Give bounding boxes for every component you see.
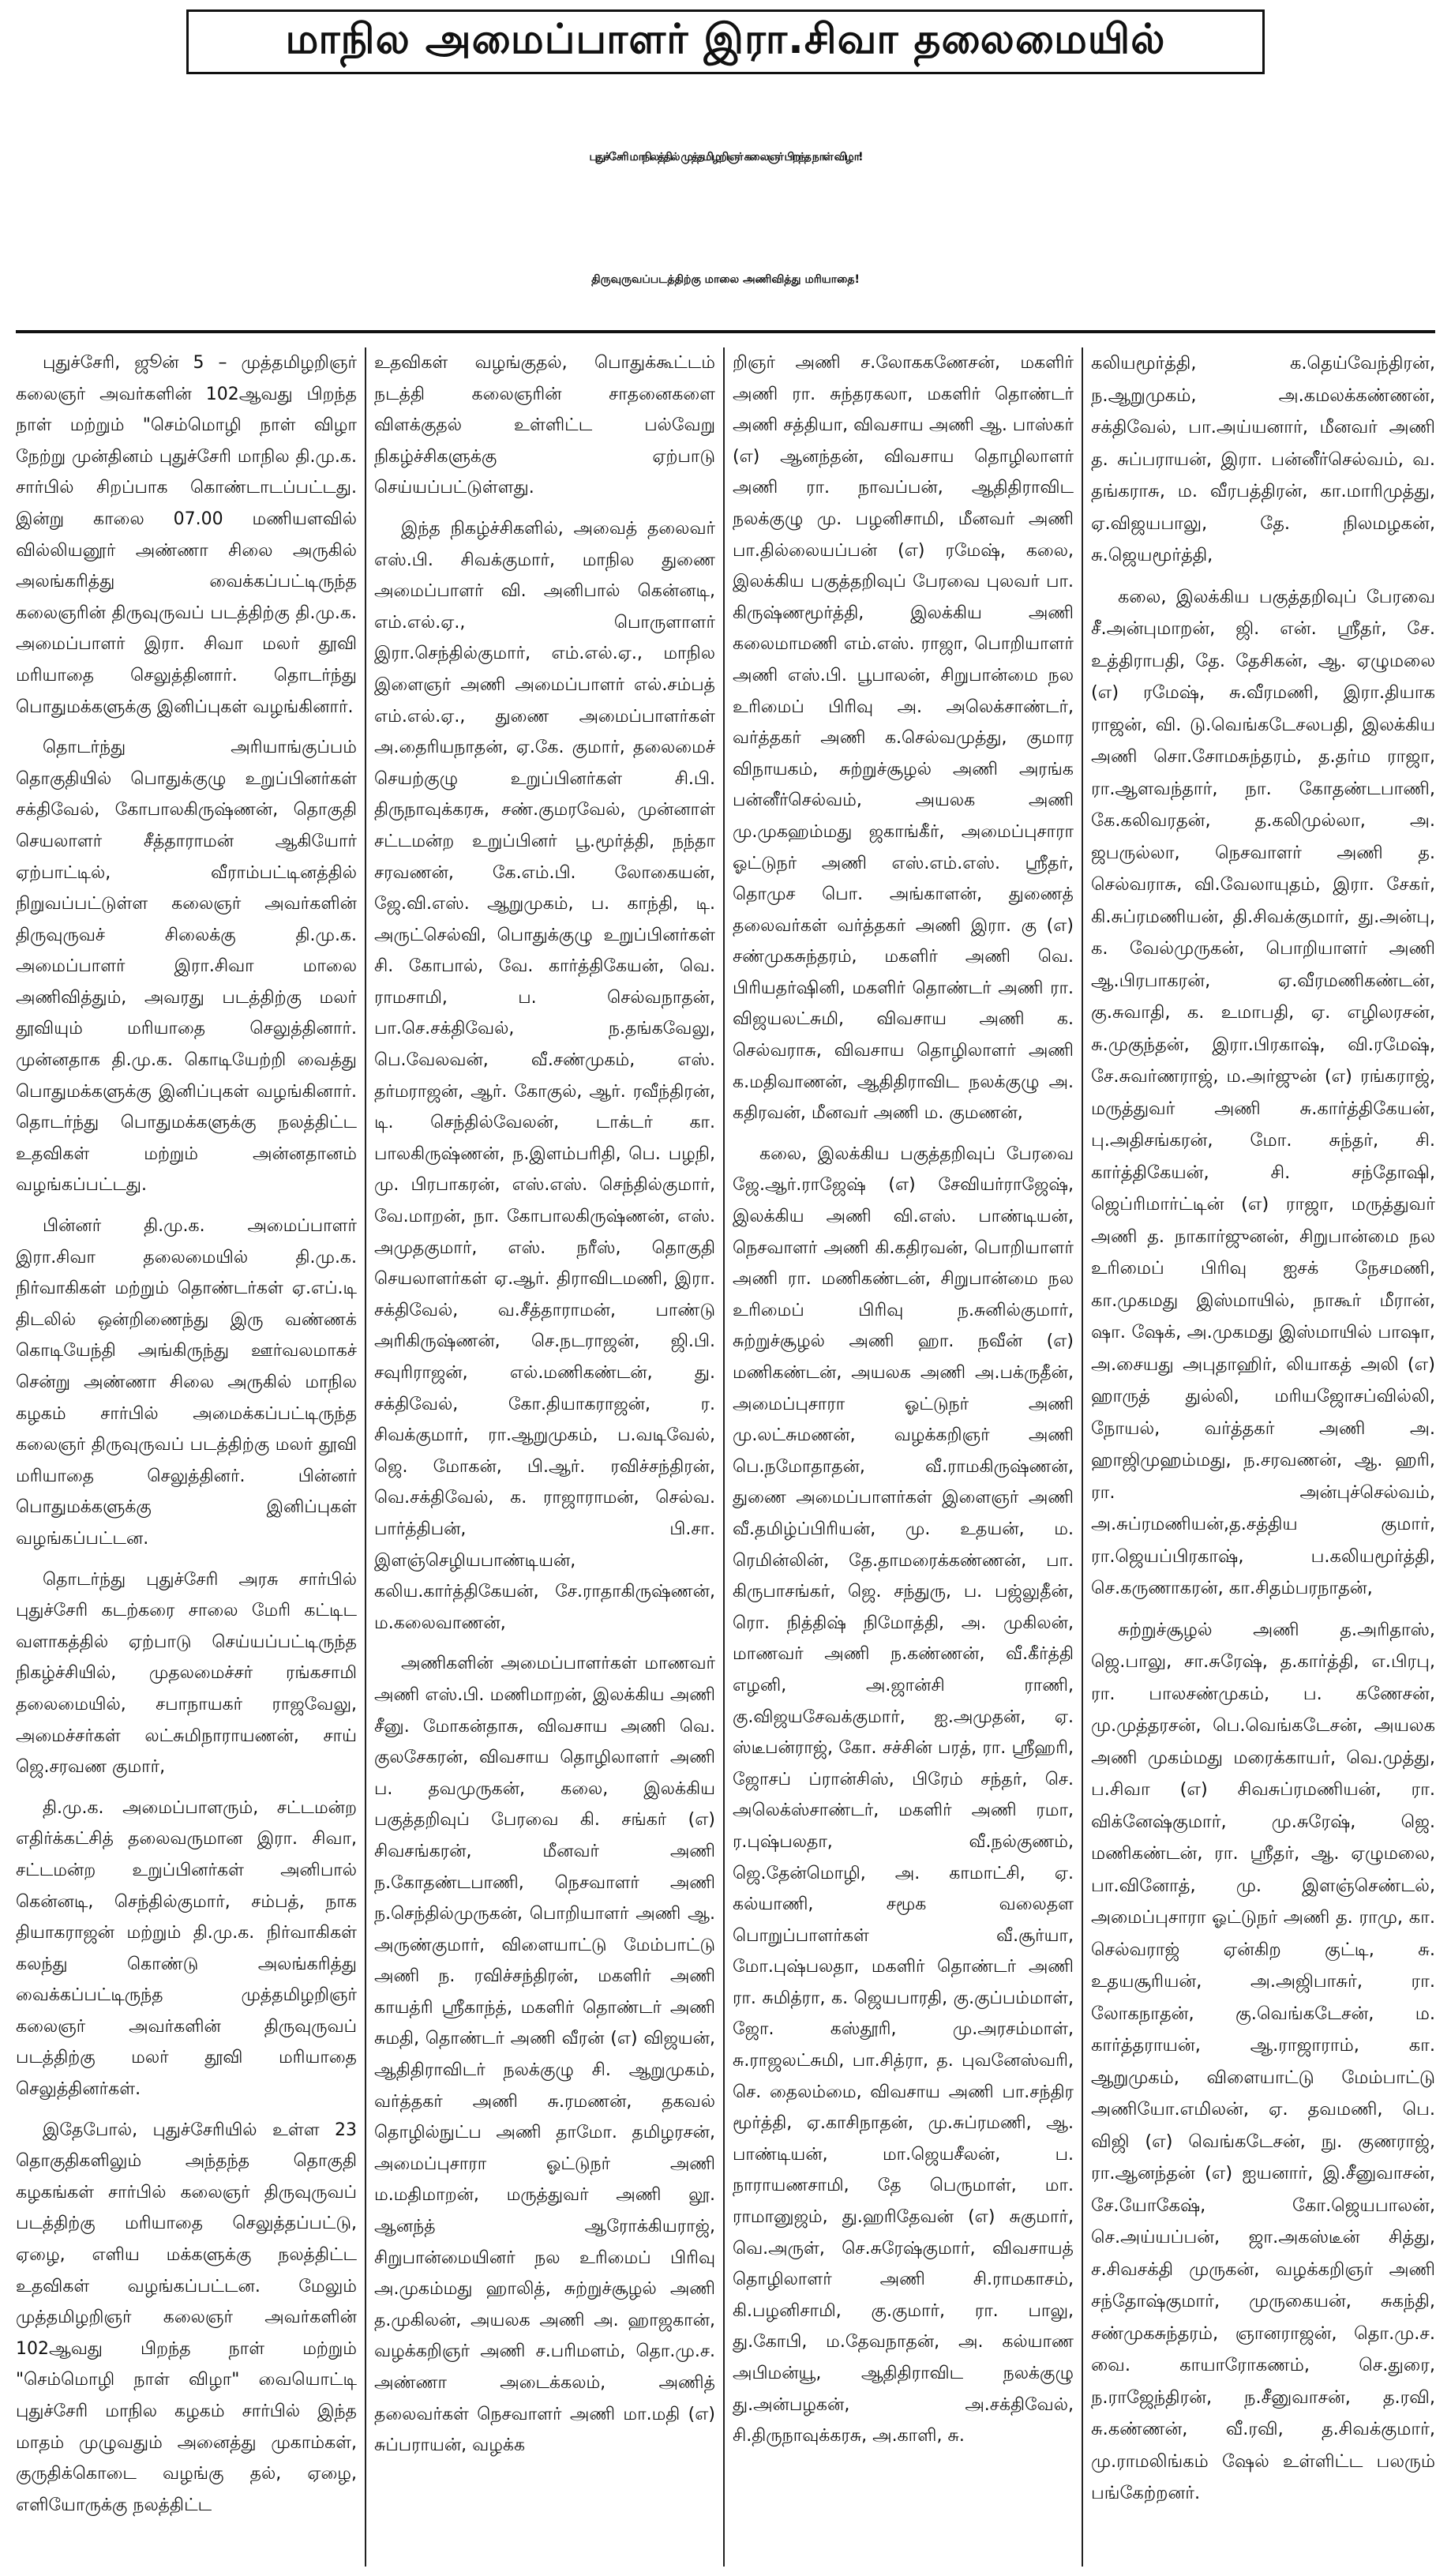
column-divider — [1082, 347, 1083, 2567]
paragraph: இந்த நிகழ்ச்சிகளில், அவைத் தலைவர் எஸ்.பி. சிவக்குமார், மாநில துணை அமைப்பாளர் வி. அனிபால் கென்னடி, எம்.எல்.ஏ., பொருளாளர் இரா.செந்தில்குமார், எம்.எல்.ஏ., மாநில இளைஞர் அணி அமைப்பாளர் எல்.சம்பத் எம்.எல்.ஏ., துணை அமைப்பாளர்கள் அ.தைரியநாதன், ஏ.கே. குமார், தலைமைச் செயற்குழு உறுப்பினர்கள் சி.பி. திருநாவுக்கரசு, சண்.குமரவேல், முன்னாள் சட்டமன்ற உறுப்பினர் பூ.மூர்த்தி, நந்தா சரவணன், கே.எம்.பி. லோகையன், ஜே.வி.எஸ். ஆறுமுகம், ப. காந்தி, டி. அருட்செல்வி, பொதுக்குழு உறுப்பினர்கள் சி. கோபால், வே. கார்த்திகேயன், வெ. ராமசாமி, ப. செல்வநாதன், பா.செ.சக்திவேல், ந.தங்கவேலு, பெ.வேலவன், வீ.சண்முகம், எஸ். தர்மராஜன், ஆர். கோகுல், ஆர். ரவீந்திரன், டி. செந்தில்வேலன், டாக்டர் கா. பாலகிருஷ்ணன், ந.இளம்பரிதி, பெ. பழநி, மு. பிரபாகரன், எஸ்.எஸ். செந்தில்குமார், வே.மாறன், நா. கோபாலகிருஷ்ணன், எஸ். அமுதகுமார், எஸ். நரீஸ், தொகுதி செயலாளர்கள் ஏ.ஆர். திராவிடமணி, இரா. சக்திவேல், வ.சீத்தாராமன், பாண்டு அரிகிருஷ்ணன், செ.நடராஜன், ஜி.பி. சவுரிராஜன், எல்.மணிகண்டன், து. சக்திவேல், கோ.தியாகராஜன், ர. சிவக்குமார், ரா.ஆறுமுகம், ப.வடிவேல், ஜெ. மோகன், பி.ஆர். ரவிச்சந்திரன், வெ.சக்திவேல், க. ராஜாராமன், செல்வ. பார்த்திபன், பி.சா. இளஞ்செழியபாண்டியன், கலிய.கார்த்திகேயன், சே.ராதாகிருஷ்ணன், ம.கலைவாணன், — [374, 518, 715, 1633]
paragraph: இதேபோல், புதுச்சேரியில் உள்ள 23 தொகுதிகளிலும் அந்தந்த தொகுதி கழகங்கள் சார்பில் கலைஞர் திருவுருவப் படத்திற்கு மரியாதை செலுத்தப்பட்டு, ஏழை, எளிய மக்களுக்கு நலத்திட்ட உதவிகள் வழங்கப்பட்டன. மேலும் முத்தமிழறிஞர் கலைஞர் அவர்களின் 102ஆவது பிறந்த நாள் மற்றும் "செம்மொழி நாள் விழா" வையொட்டி புதுச்சேரி மாநில கழகம் சார்பில் இந்த மாதம் முழுவதும் அனைத்து முகாம்கள், குருதிக்கொடை வழங்கு தல், ஏழை, எளியோருக்கு நலத்திட்ட — [16, 2120, 357, 2515]
paragraph: தொடர்ந்து புதுச்சேரி அரசு சார்பில் புதுச்சேரி கடற்கரை சாலை மேரி கட்டிட வளாகத்தில் ஏற்பாடு செய்யப்பட்டிருந்த நிகழ்ச்சியில், முதலமைச்சர் ரங்கசாமி தலைமையில், சபாநாயகர் ராஜவேலு, அமைச்சர்கள் லட்சுமிநாராயணன், சாய் ஜெ.சரவண குமார், — [16, 1569, 357, 1778]
paragraph: கலியமூர்த்தி, க.தெய்வேந்திரன், ந.ஆறுமுகம், அ.கமலக்கண்ணன், சக்திவேல், பா.அய்யனார், மீனவர் அணி த. சுப்பராயன், இரா. பன்னீர்செல்வம், வ. தங்கராசு, ம. வீரபத்திரன், கா.மாரிமுத்து, ஏ.விஜயபாலு, தே. நிலமழகன், சு.ஜெயமூர்த்தி, — [1091, 353, 1435, 565]
paragraph: தி.மு.க. அமைப்பாளரும், சட்டமன்ற எதிர்க்கட்சித் தலைவருமான இரா. சிவா, சட்டமன்ற உறுப்பினர்கள் அனிபால் கென்னடி, செந்தில்குமார், சம்பத், நாக தியாகராஜன் மற்றும் தி.மு.க. நிர்வாகிகள் கலந்து கொண்டு அலங்கரித்து வைக்கப்பட்டிருந்த முத்தமிழறிஞர் கலைஞர் அவர்களின் திருவுருவப் படத்திற்கு மலர் தூவி மரியாதை செலுத்தினர்கள். — [16, 1797, 357, 2100]
kicker-text: மாநில அமைப்பாளர் இரா.சிவா தலைமையில் — [285, 15, 1166, 63]
paragraph: றிஞர் அணி ச.லோககணேசன், மகளிர் அணி ரா. சுந்தரகலா, மகளிர் தொண்டர் அணி சத்தியா, விவசாய அணி ஆ. பாஸ்கர் (எ) ஆனந்தன், விவசாய தொழிலாளர் அணி ரா. நாவப்பன், ஆதிதிராவிட நலக்குழு மு. பழனிசாமி, மீனவர் அணி பா.தில்லையப்பன் (எ) ரமேஷ், கலை, இலக்கிய பகுத்தறிவுப் பேரவை புலவர் பா. கிருஷ்ணமூர்த்தி, இலக்கிய அணி கலைமாமணி எம்.எஸ். ராஜா, பொறியாளர் அணி எஸ்.பி. பூபாலன், சிறுபான்மை நல உரிமைப் பிரிவு அ. அலெக்சாண்டர், வர்த்தகர் அணி க.செல்வமுத்து, குமார விநாயகம், சுற்றுச்சூழல் அணி அரங்க பன்னீர்செல்வம், அயலக அணி மு.முகஹம்மது ஜகாங்கீர், அமைப்புசாரா ஓட்டுநர் அணி எஸ்.எம்.எஸ். ஸ்ரீதர், தொமுச பொ. அங்காளன், துணைத் தலைவர்கள் வர்த்தகர் அணி இரா. கு (எ) சண்முகசுந்தரம், மகளிர் அணி வெ. பிரியதர்ஷினி, மகளிர் தொண்டர் அணி ரா. விஜயலட்சுமி, விவசாய அணி க. செல்வராசு, விவசாய தொழிலாளர் அணி க.மதிவாணன், ஆதிதிராவிட நலக்குழு அ. கதிரவன், மீனவர் அணி ம. குமணன், — [733, 353, 1074, 1124]
paragraph: சுற்றுச்சூழல் அணி த.அரிதாஸ், ஜெ.பாலு, சா.சுரேஷ், த.கார்த்தி, எ.பிரபு, ரா. பாலசண்முகம், ப. கணேசன், மு.முத்தரசன், பெ.வெங்கடேசன், அயலக அணி முகம்மது மரைக்காயர், வெ.முத்து, ப.சிவா (எ) சிவசுப்ரமணியன், ரா. விக்னேஷ்குமார், மு.சுரேஷ், ஜெ. மணிகண்டன், ரா. ஸ்ரீதர், ஆ. ஏழுமலை, பா.வினோத், மு. இளஞ்செண்டல், அமைப்புசாரா ஓட்டுநர் அணி த. ராமு, கா. செல்வராஜ் ஏன்கிற குட்டி, சு. உதயசூரியன், அ.அஜிபாசுர், ரா. லோகநாதன், கு.வெங்கடேசன், ம. கார்த்தராயன், ஆ.ராஜாராம், கா. ஆறுமுகம், விளையாட்டு மேம்பாட்டு அணியோ.எமிலன், ஏ. தவமணி, பெ. விஜி (எ) வெங்கடேசன், நு. குணராஜ், ரா.ஆனந்தன் (எ) ஐயனார், இ.சீனுவாசன், சே.யோகேஷ், கோ.ஜெயபாலன், செ.அய்யப்பன், ஜா.அகஸ்டீன் சித்து, ச.சிவசக்தி முருகன், வழக்கறிஞர் அணி சந்தோஷ்குமார், முருகையன், சுகந்தி, சண்முகசுந்தரம், ஞானராஜன், தொ.மு.ச. வை. காயாரோகணம், செ.துரை, ந.ராஜேந்திரன், ந.சீனுவாசன், த.ரவி, சு.கண்ணன், வீ.ரவி, த.சிவக்குமார், மு.ராமலிங்கம் ஷேல் உள்ளிட்ட பலரும் பங்கேற்றனர். — [1091, 1619, 1435, 2503]
paragraph: உதவிகள் வழங்குதல், பொதுக்கூட்டம் நடத்தி கலைஞரின் சாதனைகளை விளக்குதல் உள்ளிட்ட பல்வேறு நிகழ்ச்சிகளுக்கு ஏற்பாடு செய்யப்பட்டுள்ளது. — [374, 353, 715, 498]
paragraph: கலை, இலக்கிய பகுத்தறிவுப் பேரவை சீ.அன்புமாறன், ஜி. என். ஸ்ரீதர், சே. உத்திராபதி, தே. தேசிகன், ஆ. ஏழுமலை (எ) ரமேஷ், சு.வீரமணி, இரா.தியாக ராஜன், வி. டு.வெங்கடேசலபதி, இலக்கிய அணி சொ.சோமசுந்தரம், த.தர்ம ராஜா, ரா.ஆளவந்தார், நா. கோதண்டபாணி, கே.கலிவரதன், த.கலிமுல்லா, அ. ஜபருல்லா, நெசவாளர் அணி த. செல்வராசு, வி.வேலாயுதம், இரா. சேகர், கி.சுப்ரமணியன், தி.சிவக்குமார், து.அன்பு, க. வேல்முருகன், பொறியாளர் அணி ஆ.பிரபாகரன், ஏ.வீரமணிகண்டன், கு.சுவாதி, க. உமாபதி, ஏ. எழிலரசன், சு.முகுந்தன், இரா.பிரகாஷ், வி.ரமேஷ், சே.சுவர்ணராஜ், ம.அர்ஜுன் (எ) ரங்கராஜ், மருத்துவர் அணி சு.கார்த்திகேயன், பு.அதிசங்கரன், மோ. சுந்தர், சி. கார்த்திகேயன், சி. சந்தோஷி, ஜெப்ரிமார்ட்டின் (எ) ராஜா, மருத்துவர் அணி த. நாகார்ஜுனன், சிறுபான்மை நல உரிமைப் பிரிவு ஐசக் நேசமணி, கா.முகமது இஸ்மாயில், நாகூர் மீரான், ஷா. ஷேக், அ.முகமது இஸ்மாயில் பாஷா, அ.சையது அபுதாஹிர், லியாகத் அலி (எ) ஹாருத் துல்லி, மரியஜோசப்வில்லி, நோயல், வர்த்தகர் அணி அ. ஹாஜிமுஹம்மது, ந.சரவணன், ஆ. ஹரி, ரா. அன்புச்செல்வம், அ.சுப்ரமணியன்,த.சத்திய குமார், ரா.ஜெயப்பிரகாஷ், ப.கலியமூர்த்தி, செ.கருணாகரன், கா.சிதம்பரநாதன், — [1091, 586, 1435, 1598]
paragraph: தொடர்ந்து அரியாங்குப்பம் தொகுதியில் பொதுக்குழு உறுப்பினர்கள் சக்திவேல், கோபாலகிருஷ்ணன், தொகுதி செயலாளர் சீத்தாராமன் ஆகியோர் ஏற்பாட்டில், வீராம்பட்டினத்தில் நிறுவப்பட்டுள்ள கலைஞர் அவர்களின் திருவுருவச் சிலைக்கு தி.மு.க. அமைப்பாளர் இரா.சிவா மாலை அணிவித்தும், அவரது படத்திற்கு மலர் தூவியும் மரியாதை செலுத்தினார். முன்னதாக தி.மு.க. கொடியேற்றி வைத்து பொதுமக்களுக்கு இனிப்புகள் வழங்கினார். தொடர்ந்து பொதுமக்களுக்கு நலத்திட்ட உதவிகள் மற்றும் அன்னதானம் வழங்கப்பட்டது. — [16, 738, 357, 1196]
paragraph: பின்னர் தி.மு.க. அமைப்பாளர் இரா.சிவா தலைமையில் தி.மு.க. நிர்வாகிகள் மற்றும் தொண்டர்கள் ஏ.எப்.டி திடலில் ஒன்றிணைந்து இரு வண்ணக் கொடியேந்தி அங்கிருந்து ஊர்வலமாகச் சென்று அண்ணா சிலை அருகில் மாநில கழகம் சார்பில் அமைக்கப்பட்டிருந்த கலைஞர் திருவுருவப் படத்திற்கு மலர் தூவி மரியாதை செலுத்தினர். பின்னர் பொதுமக்களுக்கு இனிப்புகள் வழங்கப்பட்டன. — [16, 1216, 357, 1549]
header-rule — [16, 330, 1435, 333]
headline: புதுச்சேரி மாநிலத்தில் முத்தமிழறிஞர் கலைஞர் பிறந்த நாள் விழா! — [589, 151, 862, 163]
paragraph: கலை, இலக்கிய பகுத்தறிவுப் பேரவை ஜே.ஆர்.ராஜேஷ் (எ) சேவியர்ராஜேஷ், இலக்கிய அணி வி.எஸ். பாண்டியன், நெசவாளர் அணி கி.கதிரவன், பொறியாளர் அணி ரா. மணிகண்டன், சிறுபான்மை நல உரிமைப் பிரிவு ந.சுனில்குமார், சுற்றுச்சூழல் அணி ஹா. நவீன் (எ) மணிகண்டன், அயலக அணி அ.பக்ருதீன், அமைப்புசாரா ஓட்டுநர் அணி மு.லட்சுமணன், வழக்கறிஞர் அணி பெ.நமோதாதன், வீ.ராமகிருஷ்ணன், துணை அமைப்பாளர்கள் இளைஞர் அணி வீ.தமிழ்ப்பிரியன், மு. உதயன், ம. ரெமின்லின், தே.தாமரைக்கண்ணன், பா. கிருபாசங்கர், ஜெ. சந்துரு, ப. பஜ்லுதீன், ரொ. நித்திஷ் நிமோத்தி, அ. முகிலன், மாணவர் அணி ந.கண்ணன், வீ.கீர்த்தி எழனி, அ.ஜான்சி ராணி, கு.விஜயசேவக்குமார், ஐ.அமுதன், ஏ. ஸ்டீபன்ராஜ், கோ. சச்சின் பரத், ரா. ஸ்ரீஹரி, ஜோசப் ப்ரான்சிஸ், பிரேம் சந்தர், செ. அலெக்ஸ்சாண்டர், மகளிர் அணி ரமா, ர.புஷ்பலதா, வீ.நல்குணம், ஜெ.தேன்மொழி, அ. காமாட்சி, ஏ. கல்யாணி, சமூக வலைதள பொறுப்பாளர்கள் வீ.சூர்யா, மோ.புஷ்பலதா, மகளிர் தொண்டர் அணி ரா. சுமித்ரா, க. ஜெயபாரதி, கு.குப்பம்மாள், ஜோ. கஸ்தூரி, மு.அரசம்மாள், சு.ராஜலட்சுமி, பா.சித்ரா, த. புவனேஸ்வரி, செ. தைலம்மை, விவசாய அணி பா.சந்திர மூர்த்தி, ஏ.காசிநாதன், மு.சுப்ரமணி, ஆ. பாண்டியன், மா.ஜெயசீலன், ப. நாராயணசாமி, தே பெருமாள், மா. ராமானுஜம், து.ஹரிதேவன் (எ) சுகுமார், வெ.அருள், செ.சுரேஷ்குமார், விவசாயத் தொழிலாளர் அணி சி.ராமகாசம், கி.பழனிசாமி, கு.குமார், ரா. பாலு, து.கோபி, ம.தேவநாதன், அ. கல்யாண அபிமன்யூ, ஆதிதிராவிட நலக்குழு து.அன்பழகன், அ.சக்திவேல், சி.திருநாவுக்கரசு, அ.காளி, சு. — [733, 1143, 1074, 2446]
article-column-3 — [733, 347, 1074, 2567]
kicker-box — [186, 9, 1265, 74]
subheadline: திருவுருவப்படத்திற்கு மாலை அணிவித்து மரியாதை! — [591, 273, 860, 286]
article-column-1 — [16, 347, 357, 2567]
article-column-4 — [1091, 347, 1435, 2567]
paragraph: அணிகளின் அமைப்பாளர்கள் மாணவர் அணி எஸ்.பி. மணிமாறன், இலக்கிய அணி சீனு. மோகன்தாசு, விவசாய அணி வெ. குலசேகரன், விவசாய தொழிலாளர் அணி ப. தவமுருகன், கலை, இலக்கிய பகுத்தறிவுப் பேரவை கி. சங்கர் (எ) சிவசங்கரன், மீனவர் அணி ந.கோதண்டபாணி, நெசவாளர் அணி ந.செந்தில்முருகன், பொறியாளர் அணி ஆ. அருண்குமார், விளையாட்டு மேம்பாட்டு அணி ந. ரவிச்சந்திரன், மகளிர் அணி காயத்ரி ஸ்ரீகாந்த், மகளிர் தொண்டர் அணி சுமதி, தொண்டர் அணி வீரன் (எ) விஜயன், ஆதிதிராவிடர் நலக்குழு சி. ஆறுமுகம், வர்த்தகர் அணி சு.ரமணன், தகவல் தொழில்நுட்ப அணி தாமோ. தமிழரசன், அமைப்புசாரா ஓட்டுநர் அணி ம.மதிமாறன், மருத்துவர் அணி லூ. ஆனந்த் ஆரோக்கியராஜ், சிறுபான்மையினர் நல உரிமைப் பிரிவு அ.முகம்மது ஹாலித், சுற்றுச்சூழல் அணி த.முகிலன், அயலக அணி அ. ஹாஜகான், வழக்கறிஞர் அணி ச.பரிமளம், தொ.மு.ச. அண்ணா அடைக்கலம், அணித் தலைவர்கள் நெசவாளர் அணி மா.மதி (எ) சுப்பராயன், வழக்க — [374, 1654, 715, 2456]
column-divider — [723, 347, 725, 2567]
article-column-2 — [374, 347, 715, 2567]
paragraph: புதுச்சேரி, ஜூன் 5 – முத்தமிழறிஞர் கலைஞர் அவர்களின் 102ஆவது பிறந்த நாள் மற்றும் "செம்மொழி நாள் விழா நேற்று முன்தினம் புதுச்சேரி மாநில தி.மு.க. சார்பில் சிறப்பாக கொண்டாடப்பட்டது. இன்று காலை 07.00 மணியளவில் வில்லியனூர் அண்ணா சிலை அருகில் அலங்கரித்து வைக்கப்பட்டிருந்த கலைஞரின் திருவுருவப் படத்திற்கு தி.மு.க. அமைப்பாளர் இரா. சிவா மலர் தூவி மரியாதை செலுத்தினார். தொடர்ந்து பொதுமக்களுக்கு இனிப்புகள் வழங்கினார். — [16, 353, 357, 717]
column-divider — [365, 347, 366, 2567]
